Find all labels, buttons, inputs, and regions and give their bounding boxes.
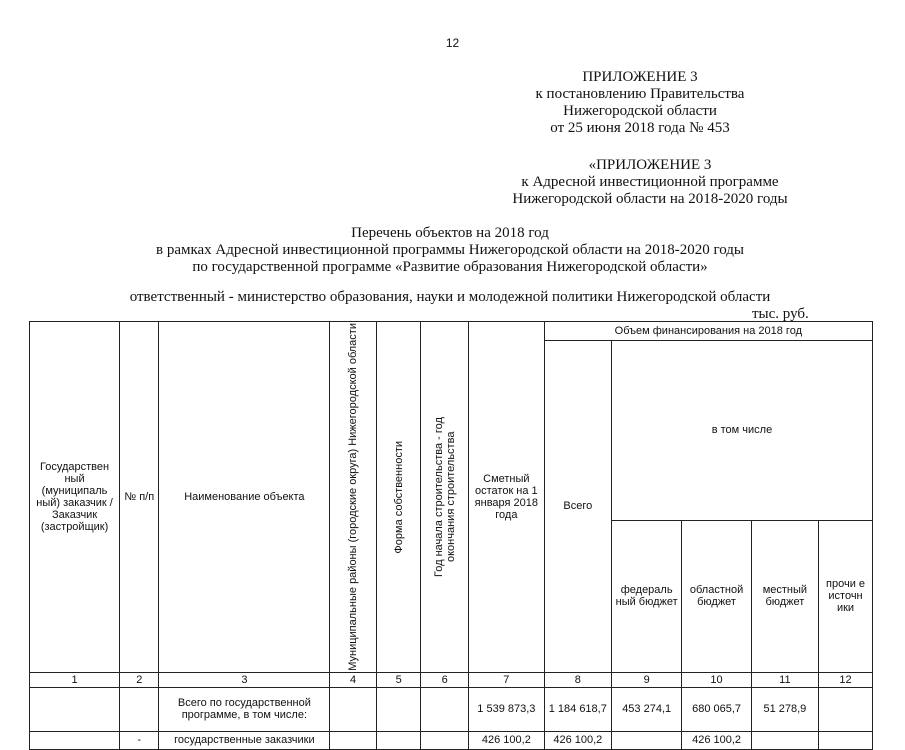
header-ownership bbox=[376, 322, 421, 673]
cell-remainder: 426 100,2 bbox=[469, 731, 545, 749]
cell-ownership bbox=[376, 731, 421, 749]
cell-num: - bbox=[120, 731, 159, 749]
cell-district bbox=[330, 687, 377, 731]
document-title bbox=[100, 225, 800, 276]
cell-local bbox=[751, 731, 818, 749]
cell-years bbox=[421, 687, 469, 731]
cell-district bbox=[330, 731, 377, 749]
responsible-line: ответственный - министерство образования, науки и молодежной политики Нижегородской области bbox=[129, 289, 771, 305]
units-label: тыс. руб. bbox=[752, 306, 809, 322]
header-num: № п/п bbox=[120, 322, 159, 673]
cell-ownership bbox=[376, 687, 421, 731]
header-local: местный бюджет bbox=[751, 520, 818, 672]
header-object-name: Наименование объекта bbox=[159, 322, 330, 673]
cell-name: Всего по государственной программе, в том числе: bbox=[159, 687, 330, 731]
appendix-main bbox=[520, 69, 760, 137]
header-customer: Государствен ный (муниципаль ный) заказчик / Заказчик (застройщик) bbox=[30, 322, 120, 673]
header-districts-text: Муниципальные районы (городские округа) Нижегородской области bbox=[347, 323, 360, 671]
col-number: 7 bbox=[469, 672, 545, 687]
col-number: 8 bbox=[544, 672, 611, 687]
appendix-sub-line2: к Адресной инвестиционной программе bbox=[521, 174, 779, 190]
cell-other bbox=[819, 731, 873, 749]
appendix-sub bbox=[500, 157, 800, 208]
header-remainder: Сметный остаток на 1 января 2018 года bbox=[469, 322, 545, 673]
cell-customer bbox=[30, 687, 120, 731]
title-line2: в рамках Адресной инвестиционной программы Нижегородской области на 2018-2020 годы bbox=[155, 242, 745, 258]
appendix-main-line1: ПРИЛОЖЕНИЕ 3 bbox=[582, 69, 698, 85]
cell-regional: 680 065,7 bbox=[682, 687, 751, 731]
appendix-sub-line3: Нижегородской области на 2018-2020 годы bbox=[512, 191, 788, 207]
appendix-main-line4: от 25 июня 2018 года № 453 bbox=[550, 120, 730, 136]
appendix-main-line2: к постановлению Правительства bbox=[535, 86, 745, 102]
appendix-sub-line1: «ПРИЛОЖЕНИЕ 3 bbox=[588, 157, 712, 173]
objects-table bbox=[29, 321, 873, 750]
cell-num bbox=[120, 687, 159, 731]
col-number: 3 bbox=[159, 672, 330, 687]
header-other: прочи е источн ики bbox=[819, 520, 873, 672]
cell-remainder: 1 539 873,3 bbox=[469, 687, 545, 731]
cell-years bbox=[421, 731, 469, 749]
title-line1: Перечень объектов на 2018 год bbox=[351, 225, 549, 241]
header-funding: Объем финансирования на 2018 год bbox=[544, 322, 872, 341]
col-number: 12 bbox=[819, 672, 873, 687]
header-regional: областной бюджет bbox=[682, 520, 751, 672]
col-number: 2 bbox=[120, 672, 159, 687]
cell-name: государственные заказчики bbox=[159, 731, 330, 749]
col-number: 9 bbox=[611, 672, 681, 687]
col-number: 6 bbox=[421, 672, 469, 687]
appendix-main-line3: Нижегородской области bbox=[563, 103, 717, 119]
table-row bbox=[30, 687, 873, 731]
col-number: 11 bbox=[751, 672, 818, 687]
header-ownership-text: Форма собственности bbox=[392, 440, 405, 554]
cell-other bbox=[819, 687, 873, 731]
header-years bbox=[421, 322, 469, 673]
col-number: 4 bbox=[330, 672, 377, 687]
header-districts bbox=[330, 322, 377, 673]
col-number: 5 bbox=[376, 672, 421, 687]
col-number: 1 bbox=[30, 672, 120, 687]
title-line3: по государственной программе «Развитие образования Нижегородской области» bbox=[192, 259, 708, 275]
column-numbers-row bbox=[30, 672, 873, 687]
cell-total: 426 100,2 bbox=[544, 731, 611, 749]
cell-customer bbox=[30, 731, 120, 749]
cell-federal bbox=[611, 731, 681, 749]
header-including: в том числе bbox=[611, 341, 872, 521]
col-number: 10 bbox=[682, 672, 751, 687]
cell-federal: 453 274,1 bbox=[611, 687, 681, 731]
cell-local: 51 278,9 bbox=[751, 687, 818, 731]
header-years-text: Год начала строительства - год окончания строительства bbox=[432, 416, 457, 577]
table-row bbox=[30, 731, 873, 749]
page-number: 12 bbox=[445, 36, 460, 50]
cell-total: 1 184 618,7 bbox=[544, 687, 611, 731]
header-federal: федераль ный бюджет bbox=[611, 520, 681, 672]
cell-regional: 426 100,2 bbox=[682, 731, 751, 749]
header-total: Всего bbox=[544, 341, 611, 673]
